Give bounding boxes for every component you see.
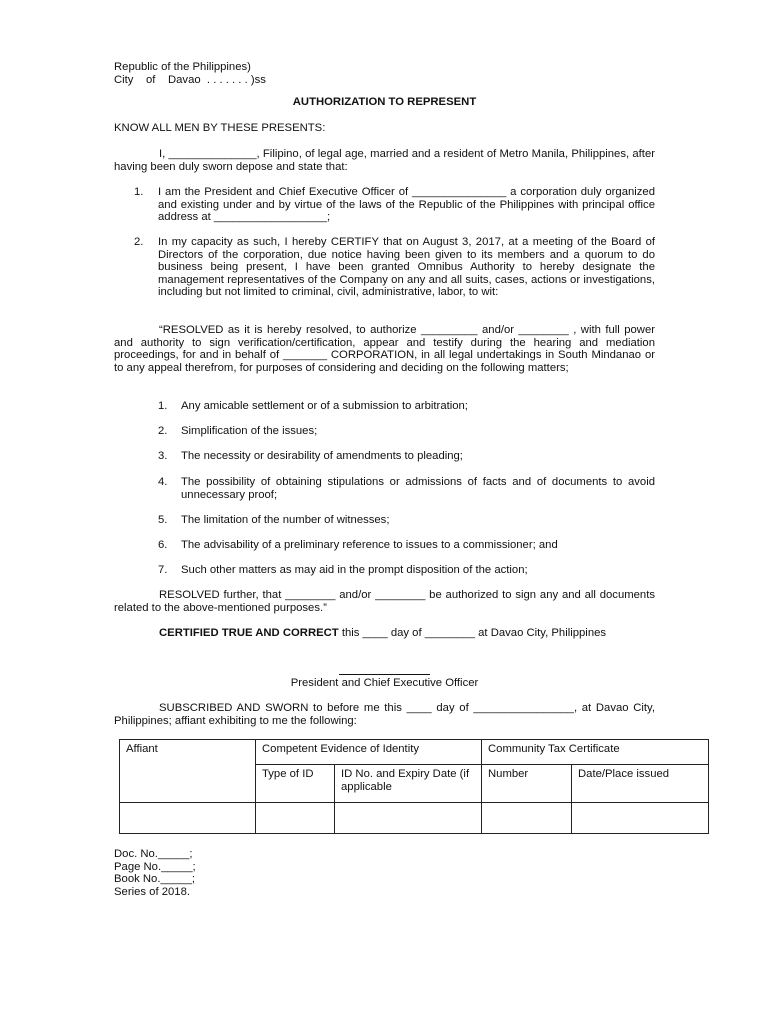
resolution-paragraph: “RESOLVED as it is hereby resolved, to authorize _________ and/or ________ , with full power and authority to sign verification/certification, appear and testify during the hearing and mediation proceedings, for and in behalf of _______ CORPORATION, in all legal undertakings in South Mindanao or to any appeal therefrom, for purposes of considering and deciding on the following matters; [114, 324, 655, 374]
venue-header [114, 61, 266, 86]
matter-num-2: 2. [158, 425, 168, 437]
matter-text-2: Simplification of the issues; [181, 425, 318, 437]
matter-text-3: The necessity or desirability of amendments to pleading; [181, 450, 463, 462]
matter-text-5: The limitation of the number of witnesses; [181, 514, 390, 526]
statement-text-1: I am the President and Chief Executive Officer of _______________ a corporation duly organized and existing under and by virtue of the laws of the Republic of the Philippines with principal office address at __________________; [158, 186, 655, 224]
statement-num-2: 2. [134, 236, 144, 248]
resolved-further-paragraph: RESOLVED further, that ________ and/or ________ be authorized to sign any and all documents related to the above-mentioned purposes.” [114, 589, 655, 614]
ctc-number-header: Number [482, 765, 572, 803]
certified-rest: this ____ day of ________ at Davao City, Philippines [338, 627, 607, 639]
type-of-id-cell [256, 803, 335, 834]
matter-text-7: Such other matters as may aid in the prompt disposition of the action; [181, 564, 528, 576]
notarial-register [114, 848, 196, 898]
matter-text-6: The advisability of a preliminary reference to issues to a commissioner; and [181, 539, 558, 551]
type-of-id-header: Type of ID [256, 765, 335, 803]
matter-text-1: Any amicable settlement or of a submission to arbitration; [181, 400, 468, 412]
id-number-header: ID No. and Expiry Date (if applicable [335, 765, 482, 803]
matter-num-4: 4. [158, 476, 168, 488]
matter-num-5: 5. [158, 514, 168, 526]
id-number-cell [335, 803, 482, 834]
intro-paragraph: I, ______________, Filipino, of legal age, married and a resident of Metro Manila, Philippines, after having been duly sworn depose and state that: [114, 148, 655, 173]
certified-line [159, 627, 655, 640]
signature-line [339, 674, 430, 675]
venue-city: City of Davao . . . . . . . )ss [114, 73, 266, 86]
affiant-cell [120, 803, 256, 834]
subscribed-paragraph: SUBSCRIBED AND SWORN to before me this ____ day of ________________, at Davao City, Philippines; affiant exhibiting to me the following: [114, 702, 655, 727]
venue-republic: Republic of the Philippines) [114, 61, 251, 73]
matter-num-6: 6. [158, 539, 168, 551]
matter-num-3: 3. [158, 450, 168, 462]
statement-num-1: 1. [134, 186, 144, 198]
matter-num-7: 7. [158, 564, 168, 576]
table-row [120, 803, 709, 834]
table-header-row [120, 740, 709, 765]
book-number: Book No._____; [114, 873, 196, 886]
doc-number: Doc. No._____; [114, 848, 193, 860]
statement-text-2: In my capacity as such, I hereby CERTIFY that on August 3, 2017, at a meeting of the Board of Directors of the corporation, due notice having been given to its members and a quorum to do business being present, I have been granted Omnibus Authority to hereby designate the management representatives of the Company on any and all suits, cases, actions or investigations, including but not limited to criminal, civil, administrative, labor, to wit: [158, 236, 655, 299]
ctc-header: Community Tax Certificate [482, 740, 709, 765]
signatory-title: President and Chief Executive Officer [290, 677, 479, 689]
ctc-number-cell [482, 803, 572, 834]
affiant-header: Affiant [120, 740, 256, 803]
page-number: Page No._____; [114, 860, 196, 873]
series-year: Series of 2018. [114, 885, 190, 898]
date-place-cell [572, 803, 709, 834]
opening-line: KNOW ALL MEN BY THESE PRESENTS: [114, 122, 326, 134]
date-place-header: Date/Place issued [572, 765, 709, 803]
matter-text-4: The possibility of obtaining stipulations or admissions of facts and of documents to avoid unnecessary proof; [181, 476, 655, 501]
identity-table [119, 739, 709, 834]
document-title: AUTHORIZATION TO REPRESENT [292, 96, 477, 108]
matter-num-1: 1. [158, 400, 168, 412]
certified-lead: CERTIFIED TRUE AND CORRECT [159, 627, 339, 639]
evidence-header: Competent Evidence of Identity [256, 740, 482, 765]
